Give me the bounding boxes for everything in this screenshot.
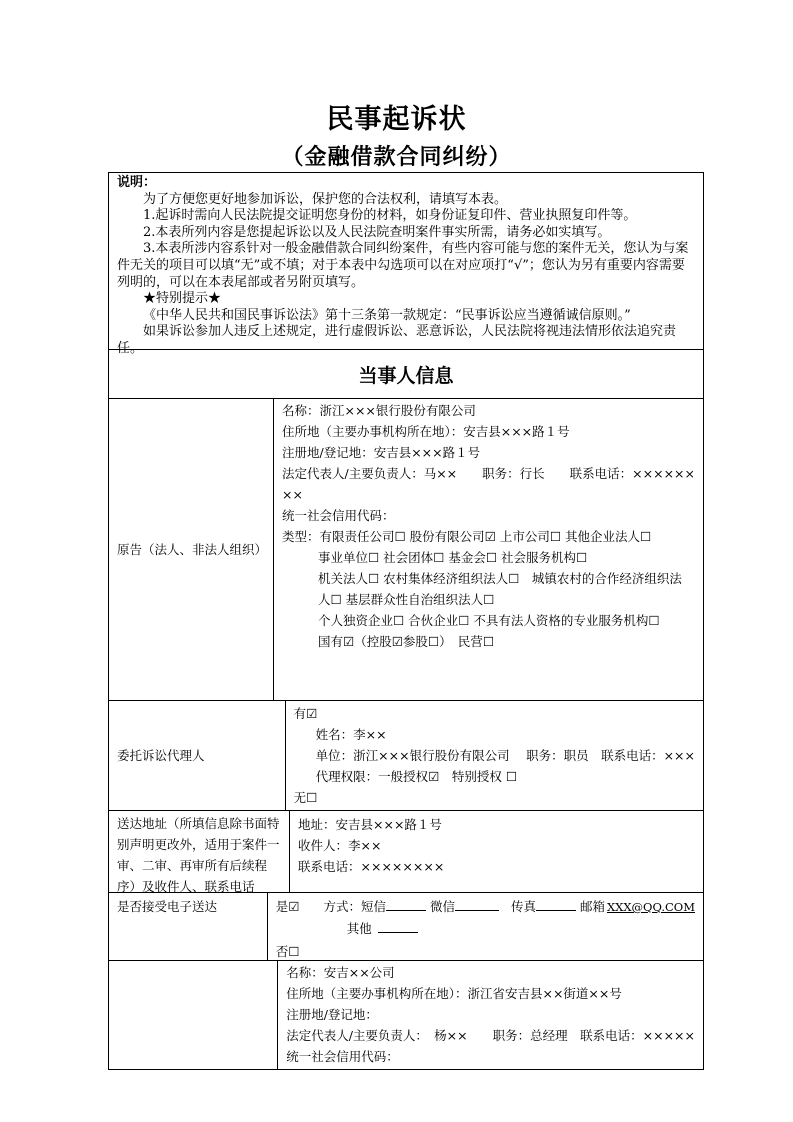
- plaintiff-type-options: 个人独资企业☐ 合伙企业☐ 不具有法人资格的专业服务机构☐: [317, 613, 660, 628]
- plaintiff-type-options: 机关法人☐ 农村集体经济组织法人☐ 城镇农村的合作经济组织法: [317, 571, 682, 586]
- instructions-heading: 说明：: [117, 175, 157, 190]
- sms-blank[interactable]: [386, 897, 426, 911]
- defendant-details: [278, 961, 703, 1069]
- special-notice-heading: ★特别提示★: [143, 291, 222, 307]
- service-address-label: 送达地址（所填信息除书面特别声明更改外，适用于案件一审、二审、再审所有后续程序）及收件人、联系电话: [109, 811, 290, 892]
- agent-authority: 代理权限：一般授权☑ 特别授权 ☐: [315, 769, 518, 784]
- plaintiff-address: 住所地（主要办事机构所在地）：安吉县×××路１号: [281, 424, 570, 439]
- service-phone: 联系电话：××××××××: [298, 859, 445, 874]
- instruction-line: 如果诉讼参加人违反上述规定，进行虚假诉讼、恶意诉讼，人民法院将视违法情形依法追究责任。: [117, 324, 677, 356]
- document-subtitle: （金融借款合同纠纷）: [281, 144, 512, 170]
- service-recipient: 收件人：李××: [298, 838, 382, 853]
- defendant-registered-address: 注册地/登记地：: [286, 1007, 378, 1022]
- instruction-line: 1.起诉时需向人民法院提交证明您身份的材料，如身份证复印件、营业执照复印件等。: [143, 208, 637, 224]
- instruction-line: 3.本表所涉内容系针对一般金融借款合同纠纷案件，有些内容可能与您的案件无关，您认为与案件无关的项目可以填“无”或不填；对于本表中勾选项可以在对应项打“√”；您认为另有重要内容需要列明的，可以在本表尾部或者另附页填写。: [117, 241, 689, 290]
- agent-name: 姓名：李××: [315, 727, 387, 742]
- complaint-form: [108, 172, 704, 1070]
- plaintiff-credit-code: 统一社会信用代码：: [281, 508, 395, 523]
- wechat-blank[interactable]: [455, 897, 499, 911]
- other-blank[interactable]: [378, 919, 418, 933]
- instructions-box: [109, 173, 703, 356]
- defendant-address: 住所地（主要办事机构所在地）：浙江省安吉县××街道××号: [286, 986, 622, 1001]
- plaintiff-representative: 法定代表人/主要负责人：马×× 职务：行长 联系电话：××××××: [281, 466, 695, 481]
- wechat-option: 微信: [429, 899, 455, 914]
- agent-label: 委托诉讼代理人: [109, 701, 286, 810]
- electronic-yes-checkbox[interactable]: 是☑: [275, 899, 300, 914]
- electronic-service-row: [109, 893, 703, 961]
- email-value: XXX@QQ.COM: [606, 900, 695, 914]
- defendant-credit-code: 统一社会信用代码：: [286, 1049, 399, 1064]
- defendant-label: [109, 961, 278, 1069]
- agent-details: [286, 701, 703, 810]
- service-address-row: [109, 811, 703, 893]
- document-title: 民事起诉状: [326, 104, 467, 135]
- plaintiff-type-options: 事业单位☐ 社会团体☐ 基金会☐ 社会服务机构☐: [317, 550, 588, 565]
- email-option: 邮箱: [579, 899, 605, 914]
- instruction-line: 《中华人民共和国民事诉讼法》第十三条第一款规定：“民事诉讼应当遵循诚信原则。”: [143, 307, 631, 323]
- other-option: 其他: [346, 921, 372, 936]
- service-address: 地址：安吉县×××路１号: [298, 817, 442, 832]
- agent-yes-checkbox[interactable]: 有☑: [293, 706, 318, 721]
- agent-unit: 单位：浙江×××银行股份有限公司 职务：职员 联系电话：×××: [315, 748, 695, 763]
- instruction-line: 为了方便您更好地参加诉讼，保护您的合法权利，请填写本表。: [143, 191, 508, 207]
- defendant-row: [109, 961, 703, 1069]
- electronic-service-details: [268, 893, 703, 960]
- defendant-representative: 法定代表人/主要负责人： 杨×× 职务：总经理 联系电话：×××××: [286, 1028, 695, 1043]
- plaintiff-type-options: 人☐ 基层群众性自治组织法人☐: [317, 592, 495, 607]
- electronic-no-checkbox[interactable]: 否☐: [275, 944, 300, 959]
- plaintiff-row: [109, 399, 703, 701]
- plaintiff-label: 原告（法人、非法人组织）: [109, 399, 274, 700]
- service-address-details: [290, 811, 703, 892]
- electronic-service-label: 是否接受电子送达: [109, 893, 268, 960]
- sms-option: 方式：短信: [323, 899, 386, 914]
- agent-row: [109, 701, 703, 811]
- plaintiff-details: [274, 399, 703, 700]
- agent-no-checkbox[interactable]: 无☐: [293, 790, 318, 805]
- plaintiff-name: 名称：浙江×××银行股份有限公司: [281, 403, 476, 418]
- instruction-line: 2.本表所列内容是您提起诉讼以及人民法院查明案件事实所需，请务必如实填写。: [143, 224, 611, 240]
- plaintiff-phone-continued: ××: [281, 487, 303, 502]
- fax-blank[interactable]: [536, 897, 576, 911]
- plaintiff-registered-address: 注册地/登记地：安吉县×××路１号: [281, 445, 481, 460]
- party-info-heading: 当事人信息: [109, 350, 703, 399]
- plaintiff-type-options: 类型：有限责任公司☐ 股份有限公司☑ 上市公司☐ 其他企业法人☐: [281, 529, 652, 544]
- defendant-name: 名称：安吉××公司: [286, 965, 395, 980]
- fax-option: 传真: [510, 899, 536, 914]
- plaintiff-ownership-options: 国有☑（控股☑参股☐） 民营☐: [317, 634, 495, 649]
